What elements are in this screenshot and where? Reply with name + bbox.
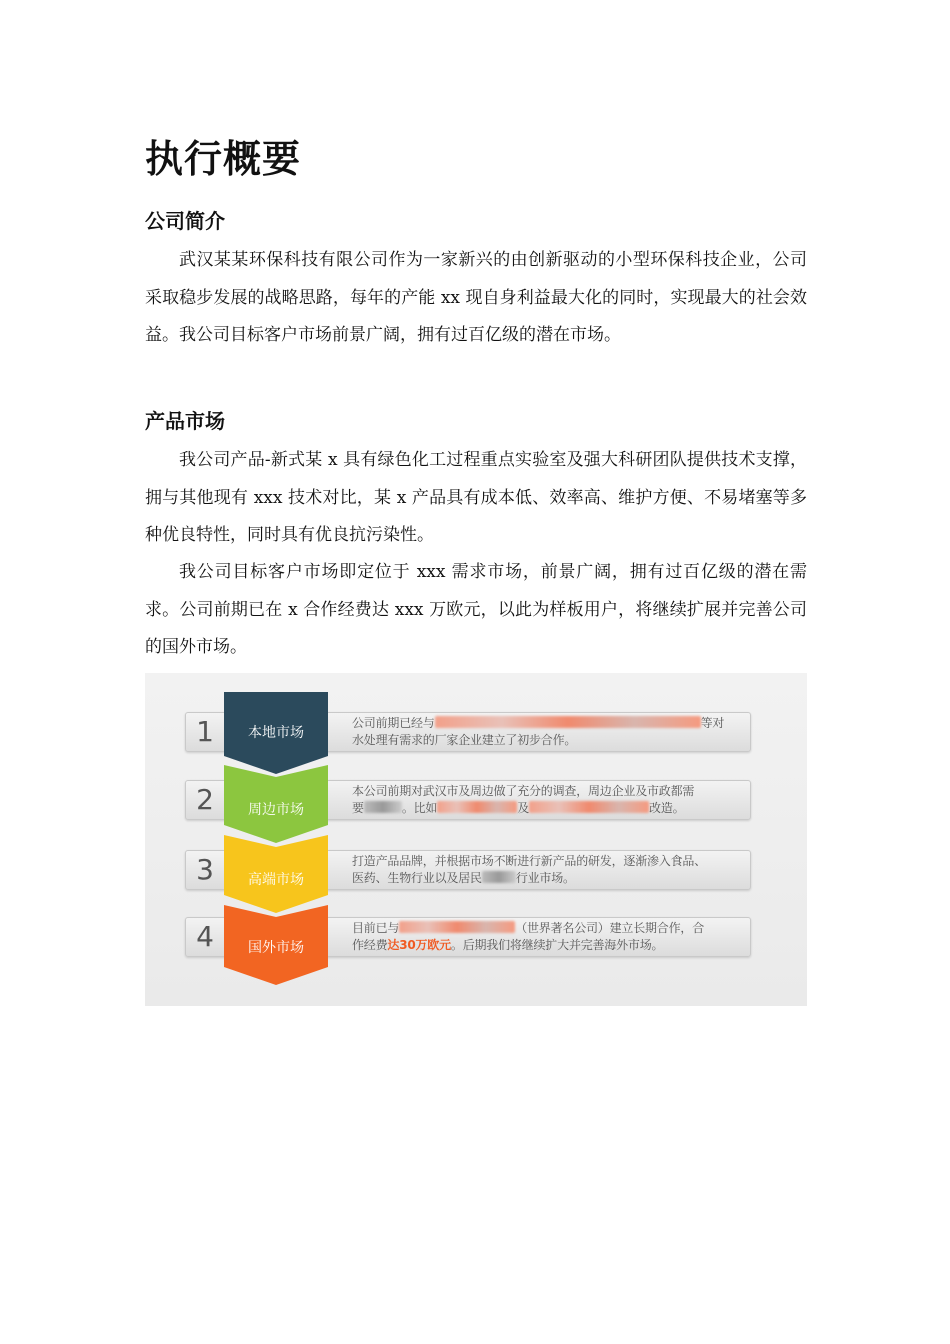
redacted-text bbox=[529, 801, 649, 813]
row-description: 本公司前期对武汉市及周边做了充分的调查，周边企业及市政都需 要 。比如 及 改造。 bbox=[352, 784, 695, 815]
document-title: 执行概要 bbox=[145, 137, 302, 181]
chevron-high-end-market bbox=[224, 835, 328, 913]
redacted-text bbox=[364, 801, 402, 813]
redacted-text bbox=[482, 871, 516, 883]
chevron-nearby-market bbox=[224, 765, 328, 843]
chevron-foreign-market bbox=[224, 905, 328, 985]
product-paragraph: 我公司产品-新式某 x 具有绿色化工过程重点实验室及强大科研团队提供技术支撑，拥与其他现有 xxx 技术对比，某 x 产品具有成本低、效率高、维护方便、不易堵塞等多种优良特性，同时具有优良抗污染性。 bbox=[145, 450, 807, 545]
market-paragraph: 我公司目标客户市场即定位于 xxx 需求市场，前景广阔，拥有过百亿级的潜在需求。公司前期已在 x 合作经费达 xxx 万欧元，以此为样板用户，将继续扩展并完善公司的国外市场。 bbox=[145, 562, 807, 657]
funding-highlight: 达30万欧元 bbox=[387, 938, 451, 952]
redacted-text bbox=[437, 801, 517, 813]
chevron-label: 国外市场 bbox=[248, 940, 304, 956]
section-heading-market: 产品市场 bbox=[145, 409, 225, 433]
row-number: 3 bbox=[196, 853, 214, 886]
row-number: 4 bbox=[196, 920, 214, 953]
company-intro-paragraph: 武汉某某环保科技有限公司作为一家新兴的由创新驱动的小型环保科技企业，公司采取稳步发展的战略思路，每年的产能 xx 现自身利益最大化的同时，实现最大的社会效益。我公司目标客户市场前景广阔，拥有过百亿级的潜在市场。 bbox=[145, 250, 807, 345]
market-infographic bbox=[145, 673, 807, 1006]
redacted-text bbox=[435, 716, 701, 728]
chevron-label: 周边市场 bbox=[248, 802, 304, 818]
row-number: 2 bbox=[196, 783, 214, 816]
row-description: 打造产品品牌，并根据市场不断进行新产品的研发，逐渐渗入食品、 医药、生物行业以及居民 行业市场。 bbox=[352, 854, 707, 885]
section-heading-company: 公司简介 bbox=[145, 209, 225, 233]
row-description: 目前已与 （世界著名公司）建立长期合作，合 作经费达30万欧元。后期我们将继续扩大并完善海外市场。 bbox=[352, 921, 705, 952]
chevron-local-market bbox=[224, 692, 328, 774]
chevron-label: 高端市场 bbox=[248, 872, 304, 888]
row-number: 1 bbox=[196, 715, 214, 748]
redacted-text bbox=[399, 921, 515, 933]
row-description: 公司前期已经与 等对 水处理有需求的厂家企业建立了初步合作。 bbox=[352, 716, 725, 747]
chevron-label: 本地市场 bbox=[248, 725, 304, 741]
